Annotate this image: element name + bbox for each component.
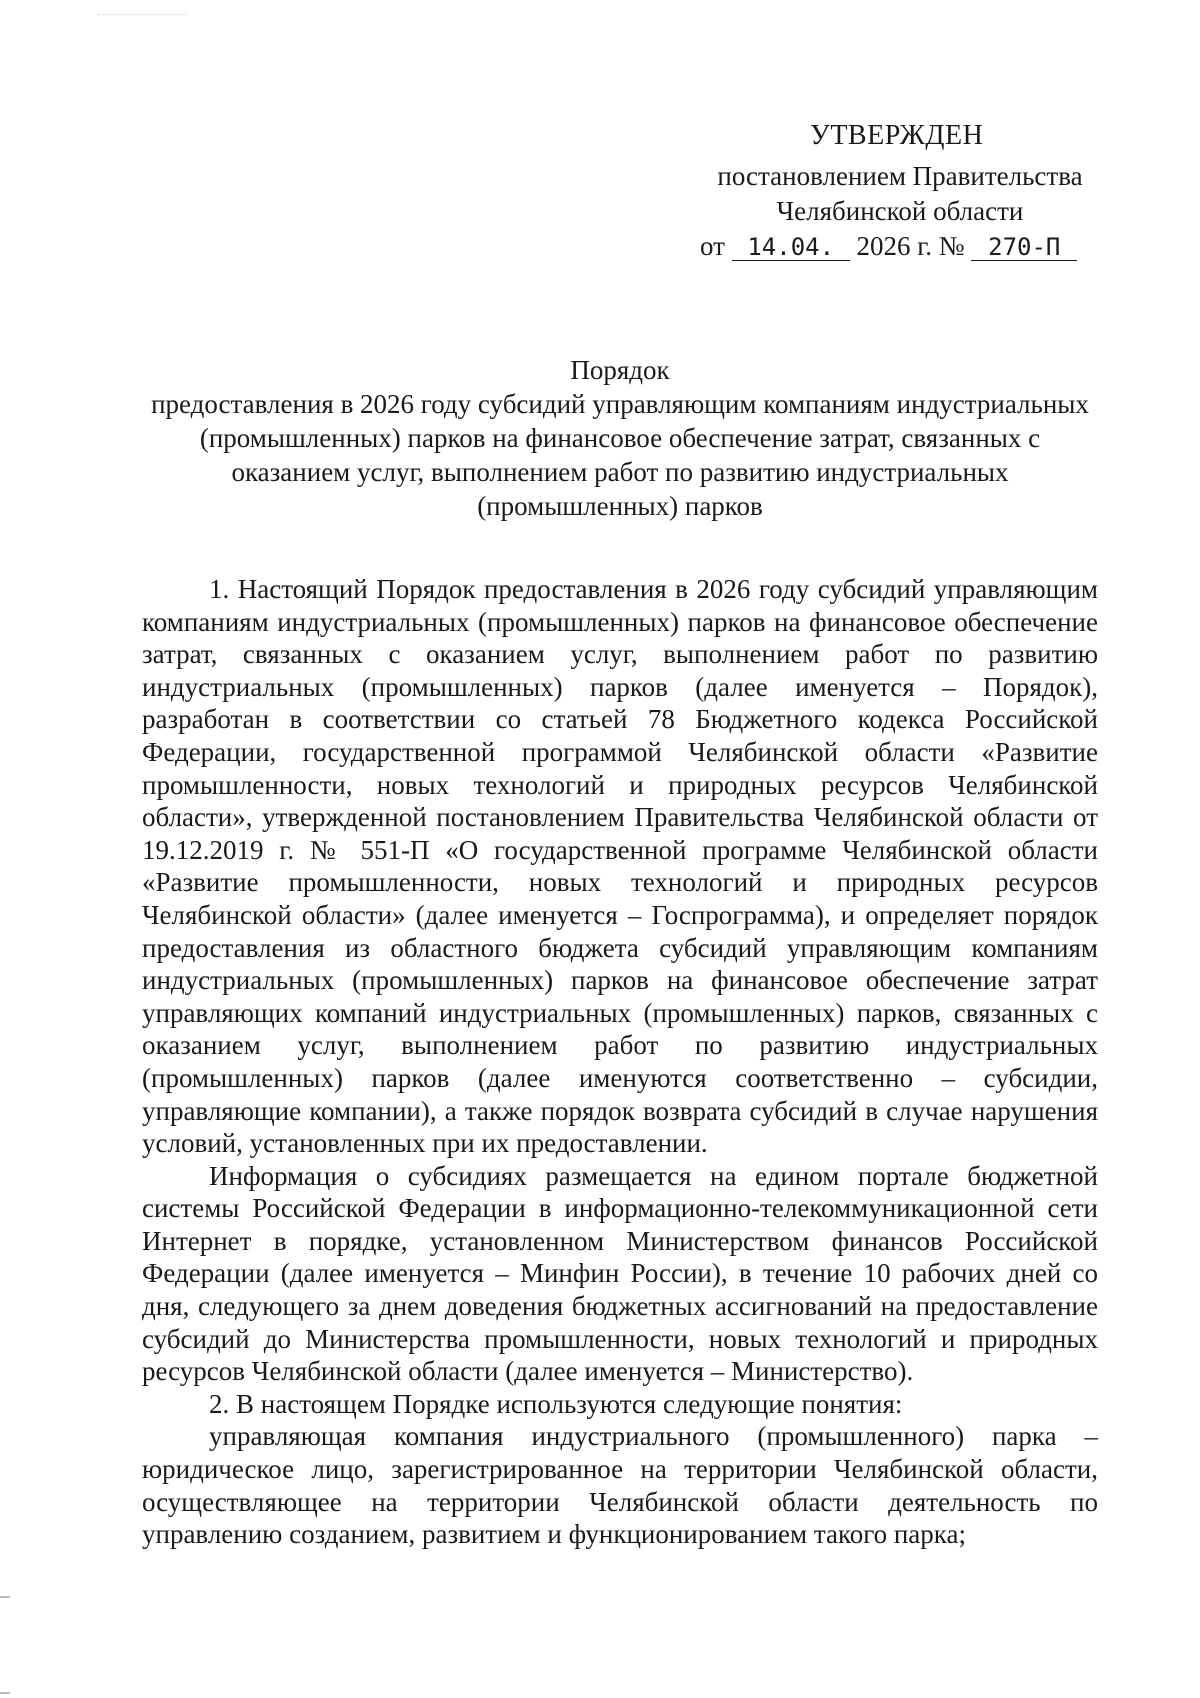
paragraph-2: Информация о субсидиях размещается на едином портале бюджетной системы Российской Федерации в информационно-телекоммуникационной сети Интернет в порядке, установленном Министерством финансов Российской Федерации (далее именуется – Минфин России), в течение 10 рабочих дней со дня, следующего за днем доведения бюджетных ассигнований на предоставление субсидий до Министерства промышленности, новых технологий и природных ресурсов Челябинской области (далее именуется – Министерство). xyxy=(142,1160,1098,1387)
scan-artifact xyxy=(98,14,188,21)
document-title xyxy=(145,353,1095,523)
year-number-label: 2026 г. № xyxy=(856,231,965,261)
paragraph-3: 2. В настоящем Порядке используются следующие понятия: xyxy=(209,1388,903,1419)
paragraph-4: управляющая компания индустриального (промышленного) парка – юридическое лицо, зарегистрированное на территории Челябинской области, осуществляющее на территории Челябинской области деятельность по управлению созданием, развитием и функционированием такого парка; xyxy=(142,1421,1098,1550)
document-body xyxy=(142,573,1098,1551)
document-title-main: Порядок xyxy=(570,355,670,385)
approval-line-region: Челябинской области xyxy=(776,196,1024,226)
approval-line-resolution: постановлением Правительства xyxy=(717,161,1083,191)
scan-edge-mark xyxy=(0,1692,10,1694)
paragraph-1: 1. Настоящий Порядок предоставления в 2026 году субсидий управляющим компаниям индустриальных (промышленных) парков на финансовое обеспечение затрат, связанных с оказанием услуг, выполнением работ по развитию индустриальных (промышленных) парков (далее именуется – Порядок), разработан в соответствии со статьей 78 Бюджетного кодекса Российской Федерации, государственной программой Челябинской области «Развитие промышленности, новых технологий и природных ресурсов Челябинской области», утвержденной постановлением Правительства Челябинской области от 19.12.2019 г. № 551-П «О государственной программе Челябинской области «Развитие промышленности, новых технологий и природных ресурсов Челябинской области» (далее именуется – Госпрограмма), и определяет порядок предоставления из областного бюджета субсидий управляющим компаниям индустриальных (промышленных) парков на финансовое обеспечение затрат управляющих компаний индустриальных (промышленных) парков, связанных с оказанием услуг, выполнением работ по развитию индустриальных (промышленных) парков (далее именуются соответственно – субсидии, управляющие компании), а также порядок возврата субсидий в случае нарушения условий, установленных при их предоставлении. xyxy=(142,574,1098,1159)
scan-edge-mark xyxy=(0,1596,10,1598)
document-title-subtitle: предоставления в 2026 году субсидий управляющим компаниям индустриальных (промышленных) парков на финансовое обеспечение затрат, связанных с оказанием услуг, выполнением работ по развитию индустриальных (промышленных) парков xyxy=(151,389,1089,521)
from-label: от xyxy=(700,231,725,261)
approval-date-field: 14.04. xyxy=(732,234,850,261)
approval-number-field: 270-П xyxy=(971,234,1077,261)
approval-date-line xyxy=(700,229,1100,264)
approval-heading: УТВЕРЖДЕН xyxy=(810,120,984,151)
approval-stamp-block xyxy=(700,118,1100,264)
